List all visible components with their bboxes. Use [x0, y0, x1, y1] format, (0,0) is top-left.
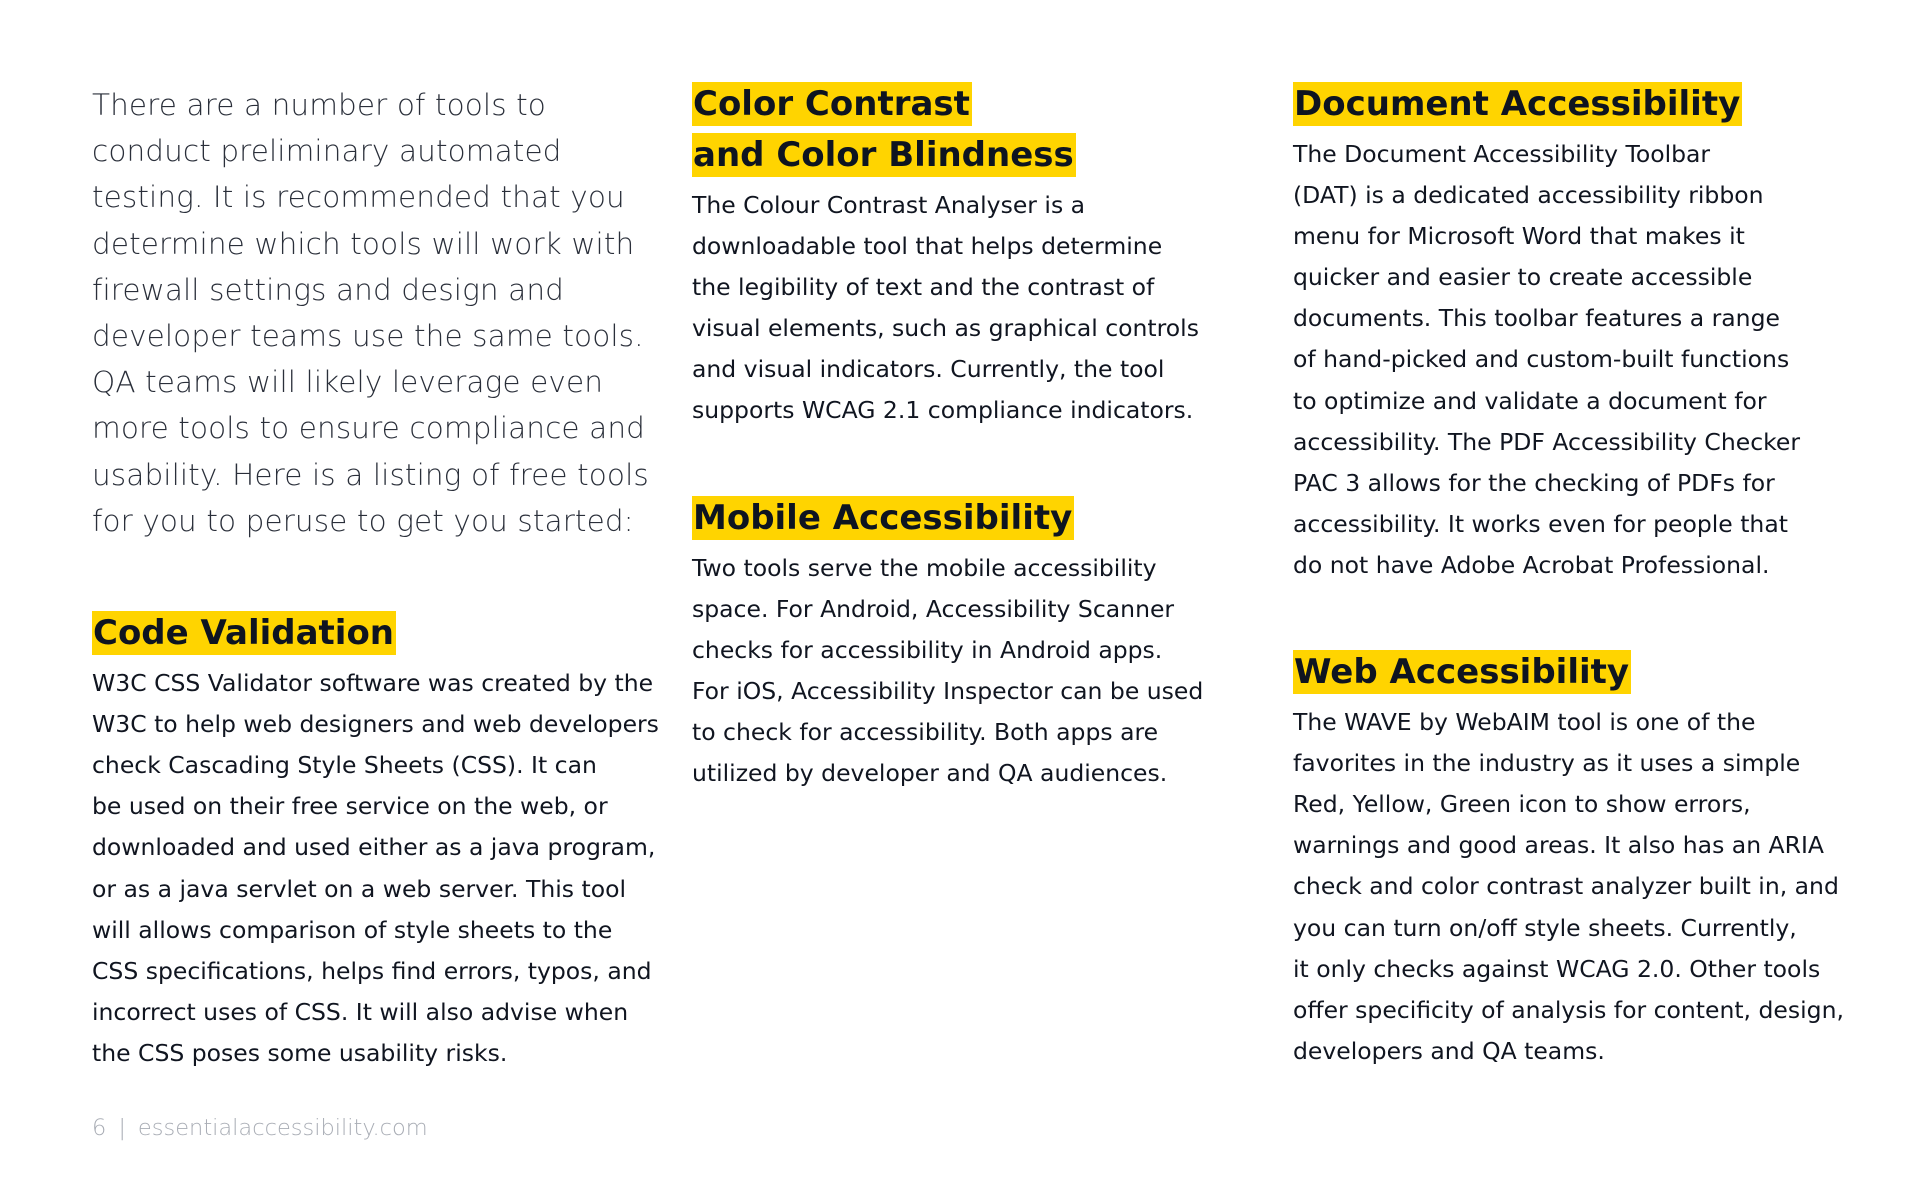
- intro-paragraph: There are a number of tools to conduct preliminary automated testing. It is recommended that you determine which tools will work with firewall settings and design and developer teams use the same tools. QA teams will likely leverage even more tools to ensure compliance and usability. Here is a listing of free tools for you to peruse to get you started:: [92, 88, 649, 538]
- mobile-accessibility-body: Two tools serve the mobile accessibility space. For Android, Accessibility Scanner checks for accessibility in Android apps. For iOS, Accessibility Inspector can be used to check for accessibility. Both apps are utilized by developer and QA audiences.: [692, 553, 1204, 788]
- footer-site: essentialaccessibility.com: [137, 1115, 428, 1141]
- color-contrast-body: The Colour Contrast Analyser is a downloadable tool that helps determine the legibility of text and the contrast of visual elements, such as graphical controls and visual indicators. Currently, the tool supports WCAG 2.1 compliance indicators.: [692, 191, 1199, 425]
- code-validation-heading: Code Validation: [93, 613, 395, 654]
- column-right: [1293, 82, 1853, 1072]
- column-middle: [692, 82, 1232, 794]
- footer-separator: |: [118, 1115, 126, 1141]
- document-accessibility-heading: Document Accessibility: [1294, 84, 1741, 124]
- mobile-accessibility-heading: Mobile Accessibility: [693, 497, 1073, 538]
- page-footer: [92, 1115, 428, 1141]
- column-left: [92, 82, 657, 1074]
- page-number: 6: [92, 1115, 107, 1141]
- web-accessibility-body: The WAVE by WebAIM tool is one of the favorites in the industry as it uses a simple Red, Yellow, Green icon to show errors, warnings and good areas. It also has an ARIA check and color contrast analyzer built in, and you can turn on/off style sheets. Currently, it only checks against WCAG 2.0. Other tools offer specificity of analysis for content, design, developers and QA teams.: [1293, 708, 1844, 1065]
- web-accessibility-heading: Web Accessibility: [1294, 652, 1630, 693]
- code-validation-body: W3C CSS Validator software was created by the W3C to help web designers and web developers check Cascading Style Sheets (CSS). It can be used on their free service on the web, or downloaded and used either as a java program, or as a java servlet on a web server. This tool will allows comparison of style sheets to the CSS specifications, helps find errors, typos, and incorrect uses of CSS. It will also advise when the CSS poses some usability risks.: [92, 669, 659, 1067]
- color-contrast-heading: Color Contrast and Color Blindness: [693, 84, 1074, 175]
- document-accessibility-body: The Document Accessibility Toolbar (DAT) is a dedicated accessibility ribbon menu for Microsoft Word that makes it quicker and easier to create accessible documents. This toolbar features a range of hand-picked and custom-built functions to optimize and validate a document for accessibility. The PDF Accessibility Checker PAC 3 allows for the checking of PDFs for accessibility. It works even for people that do not have Adobe Acrobat Professional.: [1293, 140, 1801, 579]
